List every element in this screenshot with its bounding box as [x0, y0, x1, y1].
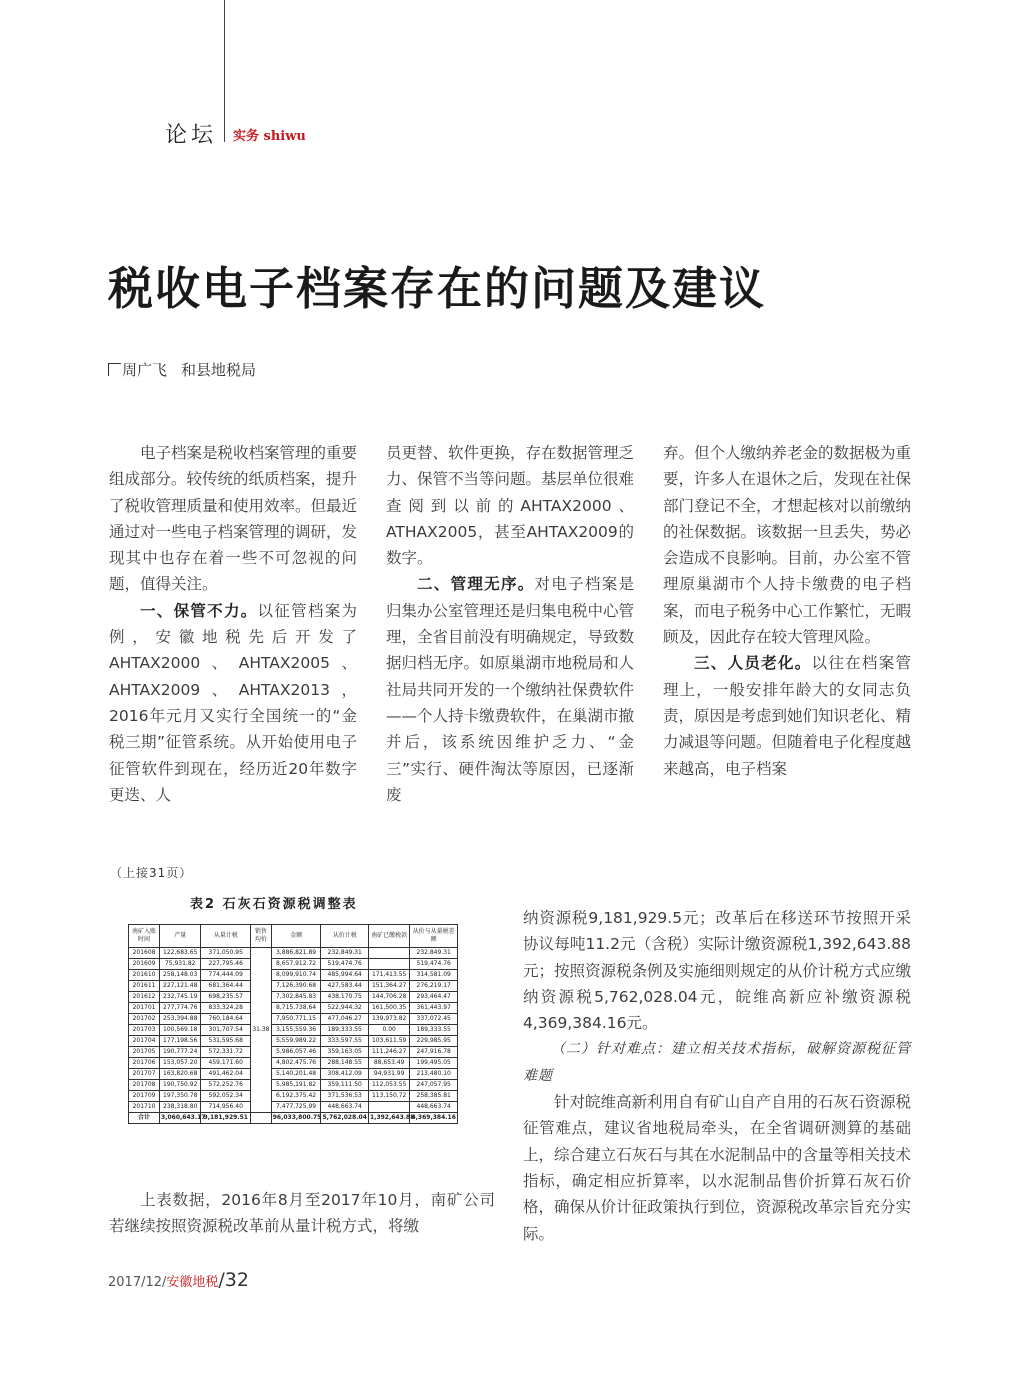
table-row — [129, 1058, 458, 1069]
table-cell: 258,148.03 — [160, 970, 201, 981]
table-cell: 151,364.27 — [368, 981, 409, 992]
table-cell: 201705 — [129, 1047, 160, 1058]
paragraph: 二、管理无序。对电子档案是归集办公室管理还是归集电税中心管理，全省目前没有明确规定，导致数据归档无序。如原巢湖市地税局和人社局共同开发的一个缴纳社保费软件——个人持卡缴费软件，在巢湖市撤并后，该系统因维护乏力、“金三”实行、硬件淘汰等原因，已逐渐废 — [386, 575, 635, 804]
table-cell: 8,657,912.72 — [271, 959, 321, 970]
table-header-cell: 产量 — [160, 925, 201, 948]
article-title: 税收电子档案存在的问题及建议 — [108, 262, 767, 315]
table-header-cell: 销售均价 — [251, 925, 272, 948]
table-cell: 3,886,821.89 — [271, 948, 321, 959]
table-cell: 6,192,375.42 — [271, 1091, 321, 1102]
table-cell: 293,464.47 — [410, 992, 458, 1003]
table-cell: 227,795.46 — [201, 959, 251, 970]
table-cell: 448,663.74 — [321, 1102, 369, 1113]
table-cell: 232,849.31 — [410, 948, 458, 959]
table-cell: 100,569.18 — [160, 1025, 201, 1036]
body-column-3 — [663, 440, 911, 782]
table-row — [129, 1102, 458, 1113]
table-cell: 371,536.53 — [321, 1091, 369, 1102]
footer-magazine: 安徽地税 — [166, 1275, 219, 1290]
table-total-cell: 3,060,643.17 — [160, 1113, 201, 1124]
table-row — [129, 1014, 458, 1025]
table-cell: 681,364.44 — [201, 981, 251, 992]
table-cell: 232,849.31 — [321, 948, 369, 959]
table-cell: 247,916.78 — [410, 1047, 458, 1058]
table-cell: 5,986,057.46 — [271, 1047, 321, 1058]
table-row — [129, 1091, 458, 1102]
table-header-row — [129, 925, 458, 948]
table-cell: 258,385.81 — [410, 1091, 458, 1102]
table-cell: 5,140,201.48 — [271, 1069, 321, 1080]
table-row — [129, 959, 458, 970]
footer-date: 2017/12/ — [108, 1275, 167, 1290]
section-heading: 三、人员老化。 — [694, 654, 812, 673]
table-cell: 232,745.19 — [160, 992, 201, 1003]
page-footer — [108, 1269, 249, 1291]
table-cell: 253,394.88 — [160, 1014, 201, 1025]
table-cell: 31.38 — [251, 948, 272, 1113]
table-cell: 8,715,738.64 — [271, 1003, 321, 1014]
table-total-cell — [251, 1113, 272, 1124]
table-cell: 201703 — [129, 1025, 160, 1036]
table-cell: 201710 — [129, 1102, 160, 1113]
table-header-cell: 从价与从量税差额 — [410, 925, 458, 948]
table-row — [129, 992, 458, 1003]
table-cell: 7,302,845.83 — [271, 992, 321, 1003]
table-cell: 359,111.50 — [321, 1080, 369, 1091]
byline — [108, 359, 256, 380]
table-cell: 522,944.32 — [321, 1003, 369, 1014]
table-cell: 0.00 — [368, 1025, 409, 1036]
table-cell: 519,474.76 — [410, 959, 458, 970]
table-header-cell: 从价计税 — [321, 925, 369, 948]
table-header-cell: 从量计税 — [201, 925, 251, 948]
table-cell: 190,750.92 — [160, 1080, 201, 1091]
paragraph: 弃。但个人缴纳养老金的数据极为重要，许多人在退休之后，发现在社保部门登记不全，才想起核对以前缴纳的社保数据。该数据一旦丢失，势必会造成不良影响。目前，办公室不管理原巢湖市个人持卡缴费的电子档案，而电子税务中心工作繁忙，无暇顾及，因此存在较大管理风险。 — [663, 444, 912, 647]
table-cell: 122,683.65 — [160, 948, 201, 959]
table-cell: 227,121.48 — [160, 981, 201, 992]
table-cell: 7,950,771.15 — [271, 1014, 321, 1025]
table-total-cell: 96,033,800.75 — [271, 1113, 321, 1124]
table-total-cell: 5,762,028.04 — [321, 1113, 369, 1124]
table-cell: 427,583.44 — [321, 981, 369, 992]
table-cell: 485,994.64 — [321, 970, 369, 981]
table-total-cell: 1,392,643.88 — [368, 1113, 409, 1124]
table-cell: 314,581.09 — [410, 970, 458, 981]
table-cell: 201709 — [129, 1091, 160, 1102]
table-row — [129, 1025, 458, 1036]
table-cell: 201611 — [129, 981, 160, 992]
table-cell: 139,973.82 — [368, 1014, 409, 1025]
table-cell: 201608 — [129, 948, 160, 959]
table-total-cell: 4,369,384.16 — [410, 1113, 458, 1124]
table-cell: 371,050.95 — [201, 948, 251, 959]
author-mark-icon — [108, 363, 121, 376]
section-sublabel: 实务 shiwu — [233, 129, 306, 144]
footer-page-number: /32 — [218, 1269, 249, 1291]
table-cell: 144,706.28 — [368, 992, 409, 1003]
section-label: 论坛 — [165, 123, 218, 148]
table-cell: 238,318.80 — [160, 1102, 201, 1113]
author-name: 周广飞 — [122, 361, 168, 379]
table-cell: 190,777.24 — [160, 1047, 201, 1058]
table-cell: 4,802,475.76 — [271, 1058, 321, 1069]
table-cell: 112,053.55 — [368, 1080, 409, 1091]
table-cell: 213,480.10 — [410, 1069, 458, 1080]
right-text-block — [523, 905, 911, 1247]
paragraph: 上表数据，2016年8月至2017年10月，南矿公司若继续按照资源税改革前从量计税方式，将缴 — [109, 1191, 495, 1236]
table-cell: 308,412.09 — [321, 1069, 369, 1080]
table-cell: 531,595.68 — [201, 1036, 251, 1047]
table-cell: 111,246.27 — [368, 1047, 409, 1058]
table-cell: 438,170.75 — [321, 992, 369, 1003]
table-cell: 197,350.78 — [160, 1091, 201, 1102]
table-cell: 201707 — [129, 1069, 160, 1080]
table-cell: 359,163.05 — [321, 1047, 369, 1058]
paragraph: 针对皖维高新利用自有矿山自产自用的石灰石资源税征管难点，建议省地税局牵头，在全省调研测算的基础上，综合建立石灰石与其在水泥制品中的含量等相关技术指标，确定相应折算率，以水泥制品售价折算石灰石价格，确保从价计征政策执行到位，资源税改革宗旨充分实际。 — [523, 1093, 911, 1243]
paragraph: 三、人员老化。以往在档案管理上，一般安排年龄大的女同志负责，原因是考虑到她们知识老化、精力减退等问题。但随着电子化程度越来越高，电子档案 — [663, 654, 912, 778]
table-cell: 201701 — [129, 1003, 160, 1014]
table-cell: 201609 — [129, 959, 160, 970]
table-cell: 491,462.04 — [201, 1069, 251, 1080]
paragraph: 一、保管不力。以征管档案为例，安徽地税先后开发了AHTAX2000、AHTAX2005、AHTAX2009、AHTAX2013，2016年元月又实行全国统一的“金税三期”征管系统。从开始使用电子征管软件到现在，经历近20年数字更迭、人 — [109, 601, 357, 804]
table-cell: 519,474.76 — [321, 959, 369, 970]
table-cell: 448,663.74 — [410, 1102, 458, 1113]
table-cell: 774,444.09 — [201, 970, 251, 981]
table-cell: 229,985.95 — [410, 1036, 458, 1047]
section-heading: 二、管理无序。 — [417, 575, 535, 594]
resource-tax-table — [128, 924, 458, 1124]
table-cell: 301,707.54 — [201, 1025, 251, 1036]
table-cell: 201708 — [129, 1080, 160, 1091]
table-cell: 153,057.20 — [160, 1058, 201, 1069]
table-cell: 189,333.55 — [410, 1025, 458, 1036]
table-row — [129, 981, 458, 992]
table-row — [129, 1080, 458, 1091]
table-cell: 201702 — [129, 1014, 160, 1025]
table-cell: 171,413.55 — [368, 970, 409, 981]
table-cell: 88,653.49 — [368, 1058, 409, 1069]
table-cell: 8,099,910.74 — [271, 970, 321, 981]
header-divider — [224, 0, 225, 142]
table-cell: 277,774.76 — [160, 1003, 201, 1014]
table-cell: 201610 — [129, 970, 160, 981]
table-cell: 201612 — [129, 992, 160, 1003]
table-cell: 199,495.05 — [410, 1058, 458, 1069]
table-cell: 333,597.55 — [321, 1036, 369, 1047]
table-cell: 3,155,559.36 — [271, 1025, 321, 1036]
table-header-cell: 金额 — [271, 925, 321, 948]
table-cell: 459,171.60 — [201, 1058, 251, 1069]
table-cell: 5,985,191.82 — [271, 1080, 321, 1091]
table-cell: 7,477,725.99 — [271, 1102, 321, 1113]
section-heading: 一、保管不力。 — [140, 601, 258, 620]
table-cell: 361,443.97 — [410, 1003, 458, 1014]
table-caption: 表2 石灰石资源税调整表 — [190, 897, 358, 912]
table-cell: 5,559,989.22 — [271, 1036, 321, 1047]
table-row — [129, 1047, 458, 1058]
table-cell: 103,611.59 — [368, 1036, 409, 1047]
table-cell: 7,126,390.68 — [271, 981, 321, 992]
paragraph: 员更替、软件更换，存在数据管理乏力、保管不当等问题。基层单位很难查阅到以前的AHTAX2000、ATHAX2005，甚至AHTAX2009的数字。 — [386, 444, 635, 568]
paragraph: 电子档案是税收档案管理的重要组成部分。较传统的纸质档案，提升了税收管理质量和使用效率。但最近通过对一些电子档案管理的调研，发现其中也存在着一些不可忽视的问题，值得关注。 — [109, 444, 358, 594]
table-cell: 698,235.57 — [201, 992, 251, 1003]
table-cell: 572,252.76 — [201, 1080, 251, 1091]
table-cell: 337,072.45 — [410, 1014, 458, 1025]
table-discussion — [109, 1187, 495, 1240]
table-cell — [368, 1102, 409, 1113]
table-cell: 572,331.72 — [201, 1047, 251, 1058]
table-cell — [368, 948, 409, 959]
table-cell: 189,333.55 — [321, 1025, 369, 1036]
table-cell: 276,219.17 — [410, 981, 458, 992]
table-cell: 760,184.64 — [201, 1014, 251, 1025]
table-row — [129, 948, 458, 959]
table-cell: 113,150.72 — [368, 1091, 409, 1102]
table-header-cell: 南矿入账时间 — [129, 925, 160, 948]
table-cell: 94,931.99 — [368, 1069, 409, 1080]
table-cell: 592,052.34 — [201, 1091, 251, 1102]
body-column-1 — [109, 440, 357, 808]
table-cell: 201704 — [129, 1036, 160, 1047]
table-row — [129, 970, 458, 981]
paragraph: 纳资源税9,181,929.5元；改革后在移送环节按照开采协议每吨11.2元（含税）实际计缴资源税1,392,643.88元；按照资源税条例及实施细则规定的从价计税方式应缴纳资源税5,762,028.04元，皖维高新应补缴资源税4,369,384.16元。 — [523, 909, 911, 1033]
continuation-note: （上接31页） — [110, 866, 193, 880]
table-total-cell: 9,181,929.51 — [201, 1113, 251, 1124]
table-row — [129, 1003, 458, 1014]
table-total-cell: 合计 — [129, 1113, 160, 1124]
table-cell: 247,057.95 — [410, 1080, 458, 1091]
author-affiliation: 和县地税局 — [181, 361, 257, 379]
table-header-cell: 南矿已缴税款 — [368, 925, 409, 948]
table-total-row — [129, 1113, 458, 1124]
table-row — [129, 1069, 458, 1080]
table-cell: 477,046.27 — [321, 1014, 369, 1025]
table-cell: 75,931.82 — [160, 959, 201, 970]
table-cell: 288,148.55 — [321, 1058, 369, 1069]
body-column-2 — [386, 440, 634, 808]
table-cell: 163,820.68 — [160, 1069, 201, 1080]
table-cell — [368, 959, 409, 970]
table-cell: 833,324.28 — [201, 1003, 251, 1014]
table-cell: 201706 — [129, 1058, 160, 1069]
subsection-heading: （二）针对难点：建立相关技术指标，破解资源税征管难题 — [523, 1041, 911, 1084]
table-cell: 161,500.35 — [368, 1003, 409, 1014]
table-cell: 177,198.56 — [160, 1036, 201, 1047]
table-row — [129, 1036, 458, 1047]
table-cell: 714,956.40 — [201, 1102, 251, 1113]
